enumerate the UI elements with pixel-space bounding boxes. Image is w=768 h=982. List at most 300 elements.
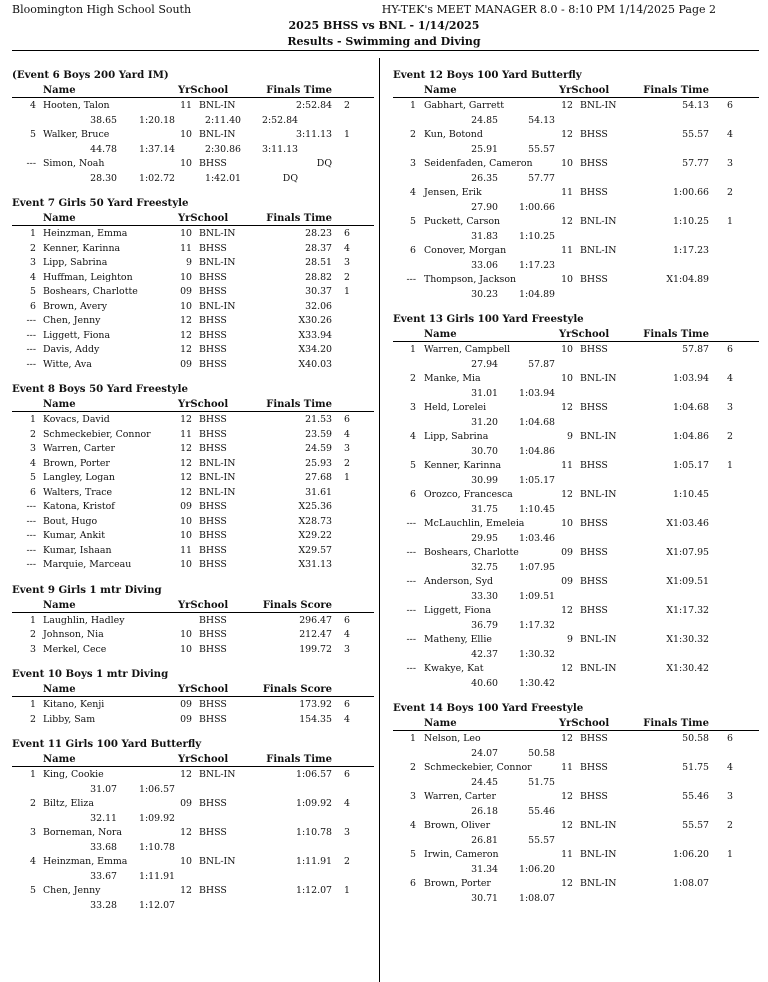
finals-time: 32.06 xyxy=(305,300,332,312)
school: BHSS xyxy=(580,274,608,285)
split-row xyxy=(393,746,759,761)
school: BHSS xyxy=(580,344,608,355)
year: 12 xyxy=(561,733,573,744)
split-time: 1:04.86 xyxy=(519,445,555,457)
finals-time: X29.22 xyxy=(298,530,332,541)
result-row xyxy=(12,712,374,727)
year: 11 xyxy=(561,245,573,256)
result-row xyxy=(393,342,759,357)
event-block xyxy=(12,68,374,185)
software-info: HY-TEK's MEET MANAGER 8.0 - 8:10 PM 1/14/2025 Page 2 xyxy=(381,3,716,16)
finals-time: X1:07.95 xyxy=(666,547,709,558)
year: 11 xyxy=(561,187,573,198)
place: --- xyxy=(26,158,36,169)
points: 3 xyxy=(344,257,350,268)
year: 9 xyxy=(567,431,573,442)
year: 10 xyxy=(180,300,192,312)
place: 2 xyxy=(30,629,36,640)
year: 11 xyxy=(180,242,192,254)
year: 10 xyxy=(180,129,192,140)
split-row xyxy=(12,171,374,186)
split-time: 31.75 xyxy=(471,503,498,515)
year: 10 xyxy=(561,344,573,355)
place: --- xyxy=(26,530,36,541)
split-time: 57.87 xyxy=(528,358,555,370)
year: 12 xyxy=(180,885,192,896)
points: 6 xyxy=(344,414,350,425)
result-row xyxy=(393,789,759,804)
school: BHSS xyxy=(199,614,227,626)
result-row xyxy=(12,470,374,485)
split-time: 1:03.46 xyxy=(519,532,555,544)
swimmer-name: Walker, Bruce xyxy=(43,129,110,140)
swimmer-name: Manke, Mia xyxy=(424,373,481,384)
event-title: Event 10 Boys 1 mtr Diving xyxy=(12,668,169,680)
place: --- xyxy=(406,518,416,529)
school: BHSS xyxy=(199,544,227,556)
header-finals: Finals Score xyxy=(262,599,332,611)
header-finals: Finals Time xyxy=(266,85,332,96)
swimmer-name: Warren, Campbell xyxy=(424,344,511,355)
split-time: 50.58 xyxy=(528,747,555,759)
swimmer-name: McLauchlin, Emeleia xyxy=(424,518,525,529)
event-title: Event 14 Boys 100 Yard Freestyle xyxy=(393,702,584,714)
year: 09 xyxy=(561,547,573,558)
year: 12 xyxy=(561,663,573,674)
year: 12 xyxy=(561,489,573,500)
split-time: 33.68 xyxy=(90,841,117,853)
result-row xyxy=(12,557,374,572)
split-time: 57.77 xyxy=(528,172,555,184)
school: BNL-IN xyxy=(199,257,236,268)
split-time: 1:09.92 xyxy=(139,812,175,824)
finals-time: 1:05.17 xyxy=(673,460,709,471)
place: 2 xyxy=(410,129,416,140)
split-time: 32.11 xyxy=(90,812,117,824)
result-row xyxy=(393,487,759,502)
school: BNL-IN xyxy=(580,489,617,500)
year: 11 xyxy=(180,428,192,440)
school: BHSS xyxy=(199,414,227,425)
points: 6 xyxy=(727,344,733,355)
split-time: DQ xyxy=(282,172,298,184)
place: --- xyxy=(406,634,416,645)
split-time: 1:17.32 xyxy=(519,619,555,631)
split-row xyxy=(393,113,759,128)
swimmer-name: Kwakye, Kat xyxy=(424,663,484,674)
header-name: Name xyxy=(424,329,457,340)
place: 3 xyxy=(30,827,36,838)
finals-time: 21.53 xyxy=(305,414,332,425)
finals-time: 24.59 xyxy=(305,443,332,454)
finals-time: 28.37 xyxy=(305,242,332,254)
school: BNL-IN xyxy=(199,457,236,469)
finals-time: X28.73 xyxy=(298,515,332,527)
result-row xyxy=(393,458,759,473)
split-time: 33.06 xyxy=(471,259,498,271)
points: 6 xyxy=(727,733,733,744)
split-time: 51.75 xyxy=(528,776,555,788)
points: 1 xyxy=(727,216,733,227)
points: 6 xyxy=(727,100,733,111)
result-row xyxy=(12,412,374,427)
swimmer-name: Kenner, Karinna xyxy=(424,460,502,471)
result-row xyxy=(12,241,374,256)
column-header xyxy=(12,682,374,697)
split-time: 27.94 xyxy=(471,358,498,370)
split-row xyxy=(393,618,759,633)
split-row xyxy=(393,287,759,302)
year: 12 xyxy=(561,791,573,802)
split-row xyxy=(12,898,374,913)
swimmer-name: Brown, Avery xyxy=(43,300,108,312)
school: BHSS xyxy=(199,428,227,440)
points: 1 xyxy=(344,472,350,483)
result-row xyxy=(12,485,374,500)
year: 11 xyxy=(561,762,573,773)
finals-time: 2:52.84 xyxy=(296,100,332,111)
result-row xyxy=(12,284,374,299)
swimmer-name: Liggett, Fiona xyxy=(424,605,492,616)
event-block xyxy=(393,312,759,690)
school: BHSS xyxy=(199,827,227,838)
split-time: 26.18 xyxy=(471,805,498,817)
place: 3 xyxy=(410,402,416,413)
place: --- xyxy=(26,329,36,341)
year: 11 xyxy=(561,849,573,860)
swimmer-name: Hooten, Talon xyxy=(43,100,110,111)
result-row xyxy=(393,516,759,531)
header-name: Name xyxy=(424,718,457,729)
split-row xyxy=(393,415,759,430)
school: BHSS xyxy=(199,344,227,355)
split-row xyxy=(393,229,759,244)
swimmer-name: Marquie, Marceau xyxy=(43,559,132,570)
finals-time: X40.03 xyxy=(298,358,332,370)
event-title: Event 8 Boys 50 Yard Freestyle xyxy=(12,383,189,395)
school: BHSS xyxy=(199,443,227,454)
school: BHSS xyxy=(580,187,608,198)
result-row xyxy=(393,429,759,444)
results-subtitle: Results - Swimming and Diving xyxy=(287,35,481,48)
header-yr-school: YrSchool xyxy=(178,684,229,695)
finals-time: 1:10.25 xyxy=(673,216,709,227)
finals-time: 28.82 xyxy=(305,271,332,283)
result-row xyxy=(12,514,374,529)
school: BHSS xyxy=(199,643,227,655)
header-name: Name xyxy=(43,754,76,765)
place: 5 xyxy=(30,885,36,896)
column-header xyxy=(12,598,374,613)
result-row xyxy=(12,270,374,285)
school: BNL-IN xyxy=(199,856,236,867)
result-row xyxy=(12,499,374,514)
split-row xyxy=(393,560,759,575)
year: 10 xyxy=(180,629,192,640)
split-time: 1:04.89 xyxy=(519,288,555,300)
finals-time: 51.75 xyxy=(682,762,709,773)
split-time: 30.71 xyxy=(471,892,498,904)
result-row xyxy=(12,697,374,712)
school: BHSS xyxy=(199,315,227,326)
result-row xyxy=(12,342,374,357)
event-gap xyxy=(12,371,374,382)
split-row xyxy=(393,833,759,848)
result-row xyxy=(393,603,759,618)
header-yr-school: YrSchool xyxy=(178,599,229,611)
header-finals: Finals Score xyxy=(262,684,332,695)
points: 2 xyxy=(344,457,350,469)
event-block xyxy=(12,382,374,572)
swimmer-name: Kovacs, David xyxy=(43,414,110,425)
swimmer-name: Bout, Hugo xyxy=(43,515,98,527)
split-time: 31.01 xyxy=(471,387,498,399)
result-row xyxy=(393,272,759,287)
header-yr-school: YrSchool xyxy=(559,718,610,729)
swimmer-name: Chen, Jenny xyxy=(43,315,101,326)
split-time: 33.28 xyxy=(90,899,117,911)
event-gap xyxy=(12,726,374,737)
result-row xyxy=(393,876,759,891)
column-divider xyxy=(379,58,380,982)
school: BHSS xyxy=(199,885,227,896)
swimmer-name: Held, Lorelei xyxy=(424,402,487,413)
place: 1 xyxy=(30,614,36,626)
result-row xyxy=(12,441,374,456)
split-time: 31.83 xyxy=(471,230,498,242)
split-row xyxy=(393,171,759,186)
year: 12 xyxy=(180,443,192,454)
place: 5 xyxy=(410,460,416,471)
year: 9 xyxy=(567,634,573,645)
year: 11 xyxy=(180,100,192,111)
finals-time: X1:04.89 xyxy=(666,274,709,285)
column-header xyxy=(12,752,374,767)
finals-time: X29.57 xyxy=(298,544,332,556)
swimmer-name: Johnson, Nia xyxy=(43,629,104,640)
split-time: 2:30.86 xyxy=(205,143,241,155)
place: --- xyxy=(26,344,36,355)
split-time: 1:02.72 xyxy=(139,172,175,184)
swimmer-name: Jensen, Erik xyxy=(424,187,482,198)
school: BHSS xyxy=(199,699,227,710)
year: 09 xyxy=(180,501,192,512)
header-yr-school: YrSchool xyxy=(178,85,229,96)
place: --- xyxy=(26,501,36,512)
place: --- xyxy=(26,358,36,370)
split-time: 24.45 xyxy=(471,776,498,788)
result-row xyxy=(12,613,374,628)
finals-time: 173.92 xyxy=(299,699,332,710)
school: BNL-IN xyxy=(199,100,236,111)
finals-time: DQ xyxy=(316,158,332,169)
event-block xyxy=(12,667,374,726)
swimmer-name: Witte, Ava xyxy=(43,358,92,370)
school: BNL-IN xyxy=(580,373,617,384)
right-column xyxy=(393,68,759,905)
result-row xyxy=(12,156,374,171)
column-header xyxy=(393,327,759,342)
column-header xyxy=(12,397,374,412)
split-time: 24.07 xyxy=(471,747,498,759)
event-title: Event 9 Girls 1 mtr Diving xyxy=(12,583,162,596)
swimmer-name: Davis, Addy xyxy=(43,344,100,355)
place: 2 xyxy=(30,798,36,809)
split-time: 1:07.95 xyxy=(519,561,555,573)
event-gap xyxy=(12,656,374,667)
place: 2 xyxy=(410,373,416,384)
swimmer-name: Nelson, Leo xyxy=(424,733,481,744)
place: 1 xyxy=(410,733,416,744)
place: 1 xyxy=(30,414,36,425)
year: 10 xyxy=(561,274,573,285)
finals-time: 1:11.91 xyxy=(296,856,332,867)
result-row xyxy=(393,847,759,862)
finals-time: X1:03.46 xyxy=(666,518,709,529)
split-row xyxy=(393,200,759,215)
finals-time: X1:17.32 xyxy=(666,605,709,616)
swimmer-name: Schmeckebier, Connor xyxy=(424,762,532,773)
finals-time: 50.58 xyxy=(682,733,709,744)
split-time: 54.13 xyxy=(528,114,555,126)
split-time: 55.57 xyxy=(528,834,555,846)
finals-time: 1:03.94 xyxy=(673,373,709,384)
year: 09 xyxy=(180,713,192,725)
result-row xyxy=(12,357,374,372)
place: 6 xyxy=(410,878,416,889)
split-row xyxy=(12,811,374,826)
place: 6 xyxy=(30,300,36,312)
year: 10 xyxy=(180,856,192,867)
place: 6 xyxy=(30,486,36,498)
split-time: 1:09.51 xyxy=(519,590,555,602)
finals-time: 154.35 xyxy=(299,713,332,725)
split-time: 30.99 xyxy=(471,474,498,486)
header-yr-school: YrSchool xyxy=(178,213,229,224)
split-time: 30.23 xyxy=(471,288,498,300)
school: BHSS xyxy=(580,460,608,471)
place: 4 xyxy=(30,856,36,867)
year: 10 xyxy=(561,158,573,169)
place: 3 xyxy=(30,443,36,454)
place: 6 xyxy=(410,489,416,500)
year: 09 xyxy=(180,699,192,710)
finals-time: 31.61 xyxy=(305,486,332,498)
year: 12 xyxy=(180,457,192,469)
result-row xyxy=(393,545,759,560)
school: BHSS xyxy=(199,329,227,341)
place: --- xyxy=(406,547,416,558)
school: BHSS xyxy=(199,530,227,541)
split-time: 1:10.25 xyxy=(519,230,555,242)
year: 12 xyxy=(180,486,192,498)
header-finals: Finals Time xyxy=(643,718,709,729)
swimmer-name: Kumar, Ankit xyxy=(43,530,105,541)
finals-time: 296.47 xyxy=(299,614,332,626)
split-row xyxy=(12,113,374,128)
year: 12 xyxy=(180,315,192,326)
finals-time: X25.36 xyxy=(298,501,332,512)
school: BNL-IN xyxy=(580,820,617,831)
split-time: 26.81 xyxy=(471,834,498,846)
column-header xyxy=(12,83,374,98)
place: 5 xyxy=(30,472,36,483)
result-row xyxy=(393,185,759,200)
place: 4 xyxy=(410,820,416,831)
year: 9 xyxy=(186,257,192,268)
finals-time: 1:10.45 xyxy=(673,489,709,500)
split-row xyxy=(393,589,759,604)
year: 10 xyxy=(180,559,192,570)
year: 12 xyxy=(180,344,192,355)
place: 3 xyxy=(30,257,36,268)
school: BNL-IN xyxy=(580,100,617,111)
points: 1 xyxy=(727,460,733,471)
finals-time: X1:30.32 xyxy=(666,634,709,645)
finals-time: X30.26 xyxy=(298,315,332,326)
split-time: 40.60 xyxy=(471,677,498,689)
finals-time: 1:17.23 xyxy=(673,245,709,256)
points: 2 xyxy=(727,820,733,831)
result-row xyxy=(12,98,374,113)
points: 4 xyxy=(344,713,350,725)
result-row xyxy=(12,127,374,142)
place: 2 xyxy=(30,242,36,254)
split-time: 1:06.20 xyxy=(519,863,555,875)
school: BHSS xyxy=(199,515,227,527)
finals-time: 27.68 xyxy=(305,472,332,483)
finals-time: 57.87 xyxy=(682,344,709,355)
school: BHSS xyxy=(580,733,608,744)
event-gap xyxy=(393,690,759,701)
result-row xyxy=(393,371,759,386)
swimmer-name: Boshears, Charlotte xyxy=(424,547,519,558)
place: 1 xyxy=(30,228,36,239)
year: 10 xyxy=(561,518,573,529)
finals-time: 30.37 xyxy=(305,286,332,297)
event-block xyxy=(12,583,374,657)
split-time: 42.37 xyxy=(471,648,498,660)
split-time: 1:00.66 xyxy=(519,201,555,213)
swimmer-name: Laughlin, Hadley xyxy=(43,614,125,626)
finals-time: X1:30.42 xyxy=(666,663,709,674)
split-row xyxy=(393,862,759,877)
split-time: 29.95 xyxy=(471,532,498,544)
swimmer-name: Boshears, Charlotte xyxy=(43,286,138,297)
split-row xyxy=(393,473,759,488)
place: 4 xyxy=(410,431,416,442)
split-time: 44.78 xyxy=(90,143,117,155)
year: 12 xyxy=(561,878,573,889)
points: 3 xyxy=(344,443,350,454)
school: BHSS xyxy=(580,605,608,616)
points: 1 xyxy=(727,849,733,860)
result-row xyxy=(12,543,374,558)
finals-time: 57.77 xyxy=(682,158,709,169)
result-row xyxy=(393,731,759,746)
split-time: 1:06.57 xyxy=(139,783,175,795)
swimmer-name: Warren, Carter xyxy=(43,443,115,454)
split-row xyxy=(393,142,759,157)
year: 12 xyxy=(561,402,573,413)
split-time: 55.46 xyxy=(528,805,555,817)
event-title: Event 11 Girls 100 Yard Butterfly xyxy=(12,738,202,750)
points: 4 xyxy=(727,373,733,384)
split-time: 1:10.45 xyxy=(519,503,555,515)
split-time: 33.67 xyxy=(90,870,117,882)
result-row xyxy=(12,883,374,898)
event-block xyxy=(12,196,374,371)
